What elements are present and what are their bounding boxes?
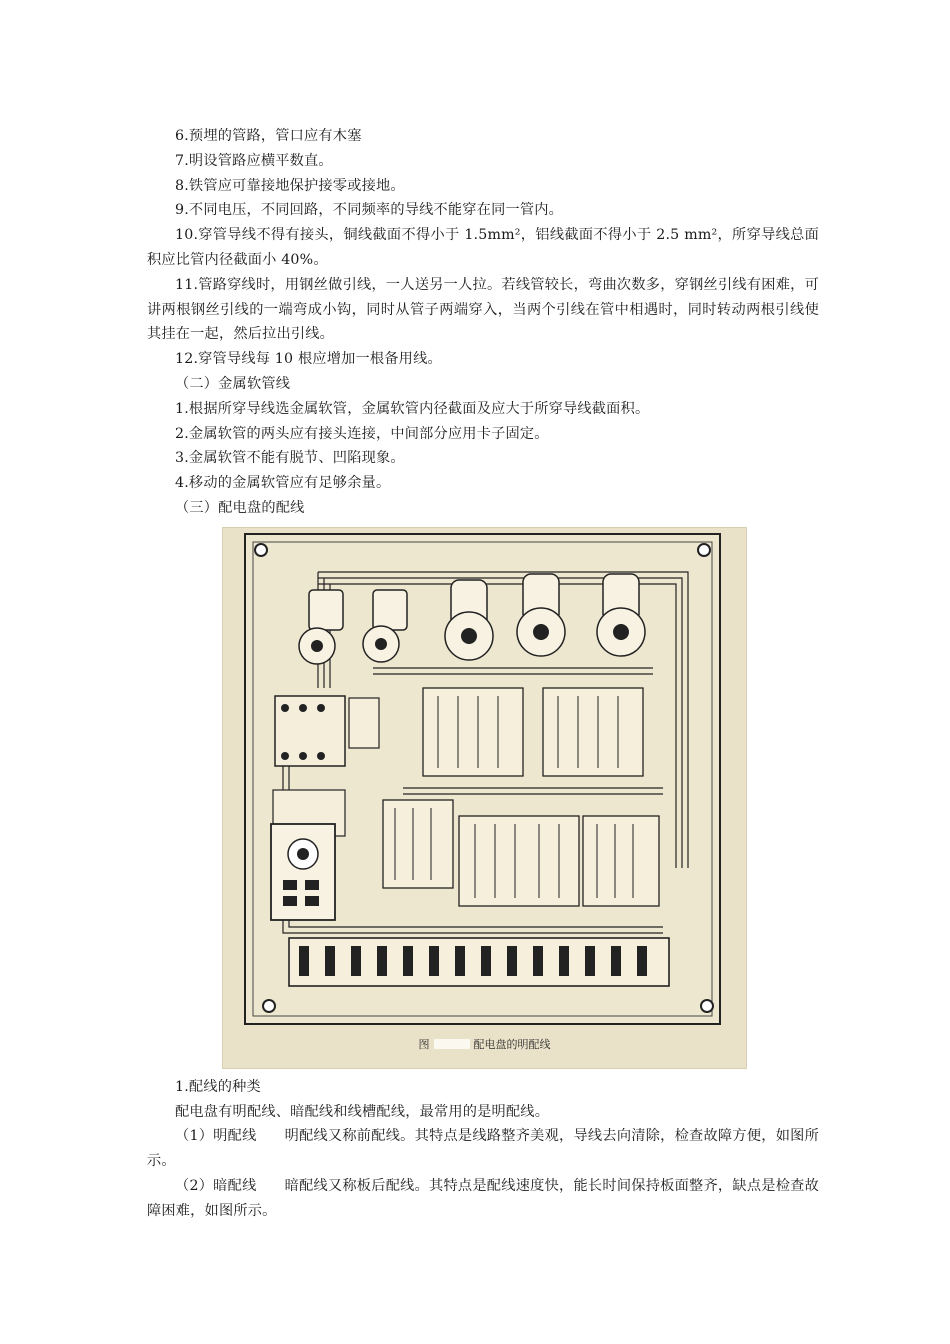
hose-item-2: 2.金属软管的两头应有接头连接，中间部分应用卡子固定。 xyxy=(175,425,549,442)
paragraph-7: 7.明设管路应横平数直。 xyxy=(175,152,333,169)
paragraph-9: 9.不同电压，不同回路，不同频率的导线不能穿在同一管内。 xyxy=(175,202,564,219)
document-body xyxy=(147,124,819,1224)
concealed-wiring-text: 暗配线又称板后配线。其特点是配线速度快，能长时间保持板面整齐，缺点是检查故障困难，如图所示。 xyxy=(147,1177,819,1219)
paragraph-6: 6.预埋的管路，管口应有木塞 xyxy=(175,128,362,144)
figure-caption-text: 配电盘的明配线 xyxy=(473,1037,551,1051)
hose-item-4: 4.移动的金属软管应有足够余量。 xyxy=(175,475,391,492)
open-wiring-text: 明配线又称前配线。其特点是线路整齐美观，导线去向清除，检查故障方便，如图所示。 xyxy=(147,1128,819,1170)
wiring-types-intro: 配电盘有明配线、暗配线和线槽配线，最常用的是明配线。 xyxy=(175,1103,550,1120)
paragraph-10: 10.穿管导线不得有接头，铜线截面不得小于 1.5mm²，铝线截面不得小于 2.5 mm²，所穿导线总面积应比管内径截面小 40%。 xyxy=(147,227,819,268)
paragraph-12: 12.穿管导线每 10 根应增加一根备用线。 xyxy=(175,351,442,368)
concealed-wiring-paragraph xyxy=(147,1174,819,1224)
hose-item-1: 1.根据所穿导线选金属软管，金属软管内径截面及应大于所穿导线截面积。 xyxy=(175,400,650,417)
open-wiring-label: （1）明配线 xyxy=(175,1128,257,1145)
concealed-wiring-label: （2）暗配线 xyxy=(175,1177,257,1194)
figure-caption xyxy=(223,1036,746,1052)
section-heading-panel-wiring: （三）配电盘的配线 xyxy=(175,499,305,516)
hose-item-3: 3.金属软管不能有脱节、凹陷现象。 xyxy=(175,450,405,467)
section-heading-metal-hose: （二）金属软管线 xyxy=(175,375,291,392)
open-wiring-paragraph xyxy=(147,1124,819,1174)
panel-wiring-figure xyxy=(222,527,747,1069)
paragraph-8: 8.铁管应可靠接地保护接零或接地。 xyxy=(175,177,405,194)
wiring-types-heading: 1.配线的种类 xyxy=(175,1078,261,1095)
panel-wiring-illustration xyxy=(223,528,746,1068)
caption-redaction xyxy=(434,1039,470,1049)
paragraph-11: 11.管路穿线时，用钢丝做引线，一人送另一人拉。若线管较长，弯曲次数多，穿钢丝引线有困难，可讲两根钢丝引线的一端弯成小钩，同时从管子两端穿入，当两个引线在管中相遇时，同时转动两根引线使其挂在一起，然后拉出引线。 xyxy=(147,276,819,343)
figure-caption-prefix: 图 xyxy=(418,1037,430,1051)
